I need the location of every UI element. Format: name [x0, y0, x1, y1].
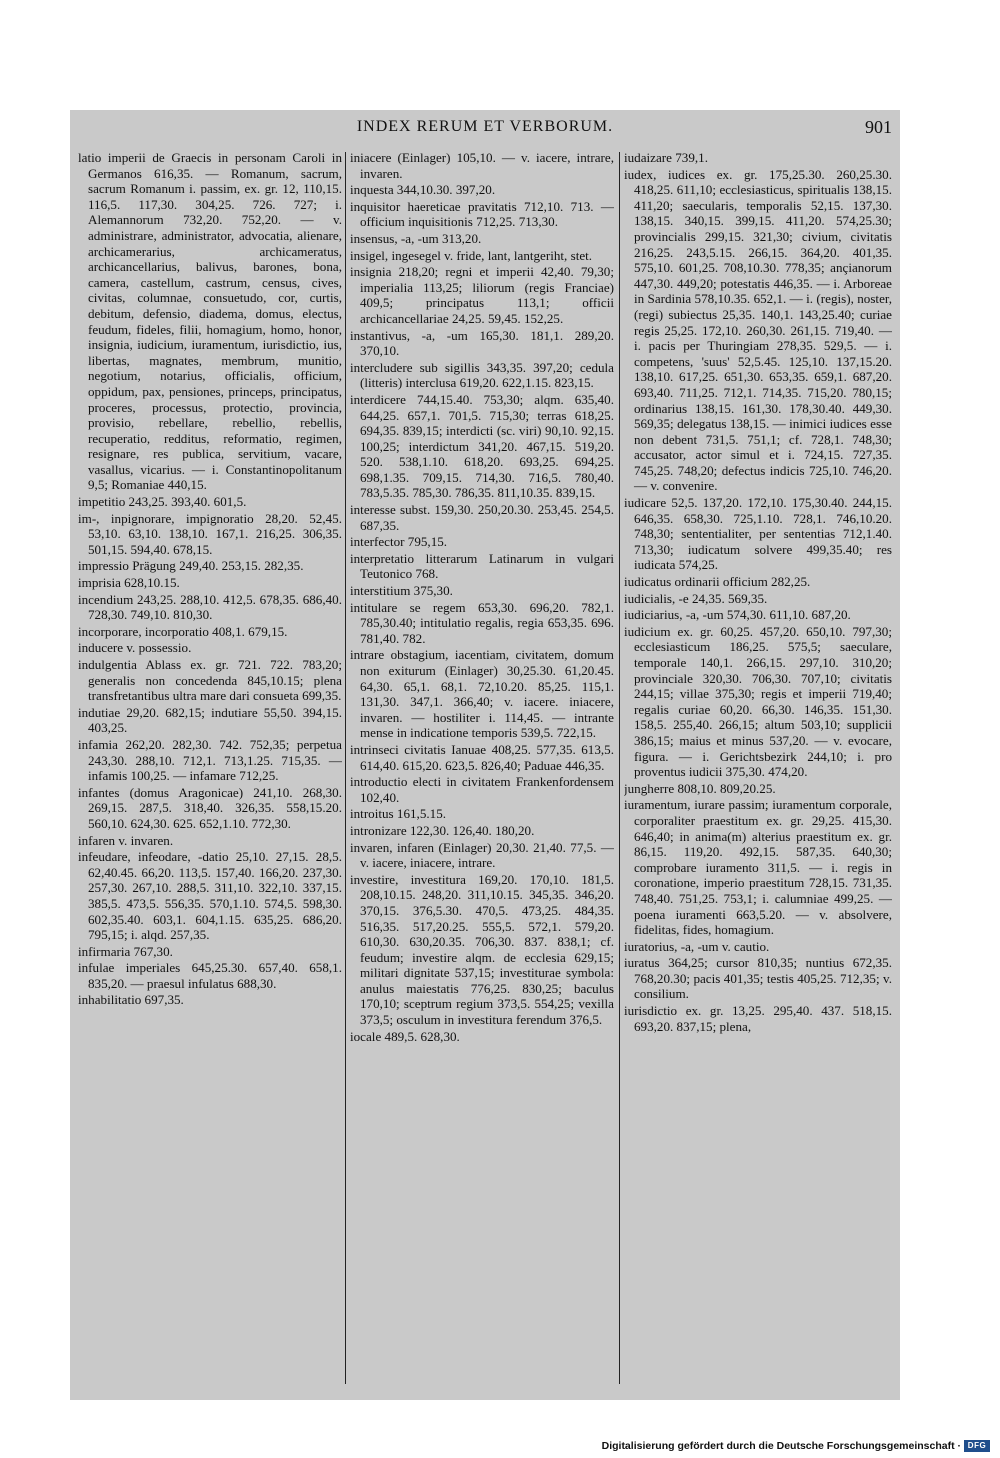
digitization-footer [602, 1438, 990, 1454]
index-entry: interdicere 744,15.40. 753,30; alqm. 635,40. 644,25. 657,1. 701,5. 715,30; terras 618,25. 694,35. 839,15; interdicti (sc. viri) 90,10. 92,15. 100,25; interdictum 341,20. 467,15. 519,20. 520. 538,1.10. 618,20. 693,25. 694,25. 698,1.35. 709,15. 714,30. 716,5. 780,40. 783,5.35. 785,30. 786,35. 811,10.35. 839,15. [350, 391, 614, 501]
index-entry: inquesta 344,10.30. 397,20. [350, 182, 496, 198]
index-entry: introitus 161,5.15. [350, 806, 447, 822]
index-entry: im-, inpignorare, impignoratio 28,20. 52,45. 53,10. 63,10. 138,10. 167,1. 216,25. 306,35. 501,15. 594,40. 678,15. [78, 510, 342, 557]
index-entry: jungherre 808,10. 809,20.25. [624, 780, 776, 796]
index-entry: incorporare, incorporatio 408,1. 679,15. [78, 623, 288, 639]
index-entry: interesse subst. 159,30. 250,20.30. 253,45. 254,5. 687,35. [350, 502, 614, 533]
index-entry: insignia 218,20; regni et imperii 42,40. 79,30; imperialia 113,25; liliorum (regis Franciae) 409,5; principatus 113,1; officii archicancellariae 24,25. 59,45. 152,25. [350, 264, 614, 326]
index-entry: latio imperii de Graecis in personam Caroli in Germanos 616,35. — Romanum, sacrum, sacrum Romanum i. passim, ex. gr. 12, 110,15. 116,5. 117,30. 304,25. 726. 727; i. Alemannorum 732,20. 752,20. — v. administrare, administrator, advocatia, alienare, archicamerarius, archicameratus, archicancellarius, balivus, barones, bona, camera, castellum, castrum, census, cives, civitas, columnae, consuetudo, cor, curtis, debitum, defensio, diadema, domus, electus, feudum, fideles, filii, homagium, homo, honor, insignia, iudicium, iuramentum, iurisdictio, ius, libertas, magnates, membrum, munitio, negotium, notarius, officialis, officium, oppidum, pax, pensiones, princeps, principatus, proceres, processus, protectio, provincia, provisio, rebellare, rebellio, rebellis, recuperatio, redditus, reformatio, regimen, resignare, res publica, servitium, vacare, vasallus, vicarius. — i. Constantinopolitanum 9,5; Romaniae 440,15. [78, 150, 342, 493]
index-entry: intrinseci civitatis Ianuae 408,25. 577,35. 613,5. 614,40. 615,20. 623,5. 826,40; Paduae 446,35. [350, 741, 614, 773]
index-entry: indutiae 29,20. 682,15; indutiare 55,50. 394,15. 403,25. [78, 704, 342, 736]
index-entry: indulgentia Ablass ex. gr. 721. 722. 783,20; generalis non concedenda 845,10.15; plena transfretantibus ultra mare dari consueta 699,35. [78, 657, 342, 704]
index-entry: intercludere sub sigillis 343,35. 397,20; cedula (litteris) interclusa 619,20. 622,1.15. 823,15. [350, 359, 614, 391]
index-entry: iudaizare 739,1. [624, 150, 708, 165]
index-entry: intrare obstagium, iacentiam, civitatem, domum non exiturum (Einlager) 30,25.30. 61,20.45. 64,30. 65,1. 68,1. 72,10.20. 85,25. 115,1. 131,30. 347,1. 366,40; v. iacere. iniacere, invaren. — hostiliter i. 114,45. — intrante mense in indicatione temporis 539,5. 722,15. [350, 647, 614, 741]
column-divider [345, 152, 346, 1384]
page-number: 901 [865, 117, 892, 137]
index-column-2 [350, 150, 614, 1390]
index-entry: infaren v. invaren. [78, 832, 174, 848]
dfg-logo-icon: DFG [964, 1440, 990, 1452]
index-entry: iurisdictio ex. gr. 13,25. 295,40. 437. 518,15. 693,20. 837,15; plena, [624, 1003, 892, 1034]
running-title: INDEX RERUM ET VERBORUM. [356, 118, 614, 135]
index-entry: infantes (domus Aragonicae) 241,10. 268,30. 269,15. 287,5. 318,40. 326,35. 558,15.20. 560,10. 624,30. 625. 652,1.10. 772,30. [78, 784, 342, 831]
index-entry: interstitium 375,30. [350, 583, 453, 599]
index-entry: iuratus 364,25; cursor 810,35; nuntius 672,35. 768,20.30; pacis 401,35; testis 405,25. 712,35; v. consilium. [624, 955, 892, 1002]
index-entry: inducere v. possessio. [78, 640, 192, 656]
index-entry: interfector 795,15. [350, 534, 448, 550]
index-entry: iudicatus ordinarii officium 282,25. [624, 574, 811, 590]
index-entry: infirmaria 767,30. [78, 943, 173, 959]
index-entry: iudex, iudices ex. gr. 175,25.30. 260,25.30. 418,25. 611,10; ecclesiasticus, spiritualis 138,15. 411,20; saecularis, temporalis 52,15. 137,30. 138,15. 340,15. 399,15. 411,20. 574,25.30; provincialis 299,15. 321,30; civium, civitatis 216,25. 243,5.15. 266,15. 364,20. 401,35. 575,10. 601,25. 708,10.30. 778,35; ançianorum 447,30. 449,20; potestatis 446,35. — i. Arboreae in Sardinia 578,10.35. 652,1. — i. (regis), noster, (regi) subiectus 25,35. 140,1. 143,25.40; curiae regis 25,25. 172,10. 260,30. 261,15. 719,40. — i. pacis per Thuringiam 278,35. 529,5. — i. competens, 'suus' 52,5.45. 125,10. 137,15.20. 138,10. 617,25. 651,30. 653,35. 659,1. 687,20. 693,40. 711,25. 712,1. 714,35. 715,20. 780,15; ordinarius 138,15. 161,30. 178,30.40. 449,30. 569,35; delegatus 138,15. — inimici iudices esse non debent 731,5. 751,1; cf. 728,1. 748,30; accusator, actor simul et i. 724,15. 727,35. 745,25. 748,20; defectus indicis 725,10. 746,20. — v. convenire. [624, 166, 892, 494]
footer-text: Digitalisierung gefördert durch die Deutsche Forschungsgemeinschaft · [601, 1440, 961, 1452]
index-column-1 [78, 150, 342, 1390]
index-entry: insensus, -a, -um 313,20. [350, 230, 482, 246]
index-entry: iudicare 52,5. 137,20. 172,10. 175,30.40. 244,15. 646,35. 658,30. 725,1.10. 728,1. 746,10.20. 748,30; sententialiter, per sententias 712,1.40. 713,30; iudicatum solvere 499,35.40; res iudicata 574,25. [624, 495, 892, 573]
index-entry: infulae imperiales 645,25.30. 657,40. 658,1. 835,20. — praesul infulatus 688,30. [78, 960, 342, 991]
index-entry: infamia 262,20. 282,30. 742. 752,35; perpetua 243,30. 288,10. 712,1. 713,1.25. 715,35. — infamis 100,25. — infamare 712,25. [78, 736, 342, 784]
index-entry: incendium 243,25. 288,10. 412,5. 678,35. 686,40. 728,30. 749,10. 810,30. [78, 591, 342, 623]
index-entry: insigel, ingesegel v. fride, lant, lantgeriht, stet. [350, 247, 593, 263]
index-entry: impressio Prägung 249,40. 253,15. 282,35. [78, 558, 304, 574]
index-entry: infeudare, infeodare, -datio 25,10. 27,15. 28,5. 62,40.45. 66,20. 113,5. 157,40. 166,20. 237,30. 257,30. 267,10. 288,5. 311,10. 322,10. 337,15. 385,5. 473,5. 556,35. 570,1.10. 574,5. 598,30. 602,35.40. 603,1. 604,1.15. 635,25. 686,20. 795,15; i. alqd. 257,35. [78, 849, 342, 943]
index-entry: intitulare se regem 653,30. 696,20. 782,1. 785,30.40; intitulatio regalis, regia 653,35. 696. 781,40. 782. [350, 599, 614, 646]
index-entry: iniacere (Einlager) 105,10. — v. iacere, intrare, invaren. [350, 150, 614, 181]
index-entry: inhabilitatio 697,35. [78, 992, 184, 1008]
index-entry: imprisia 628,10.15. [78, 575, 180, 591]
index-entry: iudicialis, -e 24,35. 569,35. [624, 590, 768, 606]
index-entry: instantivus, -a, -um 165,30. 181,1. 289,20. 370,10. [350, 327, 614, 359]
column-divider [619, 152, 620, 1384]
index-entry: interpretatio litterarum Latinarum in vulgari Teutonico 768. [350, 550, 614, 582]
index-entry: introductio electi in civitatem Frankenfordensem 102,40. [350, 774, 614, 805]
index-entry: iuratorius, -a, -um v. cautio. [624, 938, 770, 954]
index-entry: inquisitor haereticae pravitatis 712,10. 713. — officium inquisitionis 712,25. 713,30. [350, 198, 614, 230]
index-entry: iuramentum, iurare passim; iuramentum corporale, corporaliter praestitum ex. gr. 29,25. 415,30. 646,40; in anima(m) alterius praestitum ex. gr. 86,15. 119,20. 492,15. 587,35. 640,30; comprobare iuramento 311,5. — i. regis in coronatione, imperio praestitum 728,15. 731,35. 748,40. 751,25. 753,1; i. calumniae 499,25. — poena iuramenti 663,5.20. — v. absolvere, fidelitas, fides, homagium. [624, 797, 892, 938]
index-entry: impetitio 243,25. 393,40. 601,5. [78, 494, 247, 510]
index-entry: iudiciarius, -a, -um 574,30. 611,10. 687,20. [624, 607, 851, 623]
index-entry: iocale 489,5. 628,30. [350, 1028, 460, 1044]
index-entry: intronizare 122,30. 126,40. 180,20. [350, 822, 535, 838]
index-entry: iudicium ex. gr. 60,25. 457,20. 650,10. 797,30; ecclesiasticum 186,25. 575,5; saeculare, temporale 140,1. 266,15. 297,10. 310,20; provinciale 320,30. 706,30. 707,10; civitatis 244,15; villae 375,30; regis et imperii 719,40; regalis curiae 60,20. 66,30. 146,35. 151,30. 158,5. 255,40. 266,15; altum 503,10; supplicii 386,15; maius et minus 537,20. — v. evocare, figura. — i. Gerichtsbezirk 244,10; i. pro proventus iudicii 375,30. 474,20. [624, 623, 892, 780]
index-entry: investire, investitura 169,20. 170,10. 181,5. 208,10.15. 248,20. 311,10.15. 345,35. 346,20. 370,15. 376,5.30. 470,5. 473,25. 484,35. 516,35. 517,20.25. 555,5. 572,1. 579,20. 610,30. 630,20.35. 706,30. 837. 838,1; cf. feudum; investire alqm. de ecclesia 629,15; militari dignitate 537,15; investiturae symbola: anulus maiestatis 776,25. 830,25; baculus 170,10; sceptrum regium 373,5. 554,25; vexilla 373,5; osculum in investitura ferendum 376,5. [350, 871, 614, 1028]
index-column-3 [624, 150, 892, 1390]
running-head [70, 118, 900, 144]
index-entry: invaren, infaren (Einlager) 20,30. 21,40. 77,5. — v. iacere, iniacere, intrare. [350, 839, 614, 871]
